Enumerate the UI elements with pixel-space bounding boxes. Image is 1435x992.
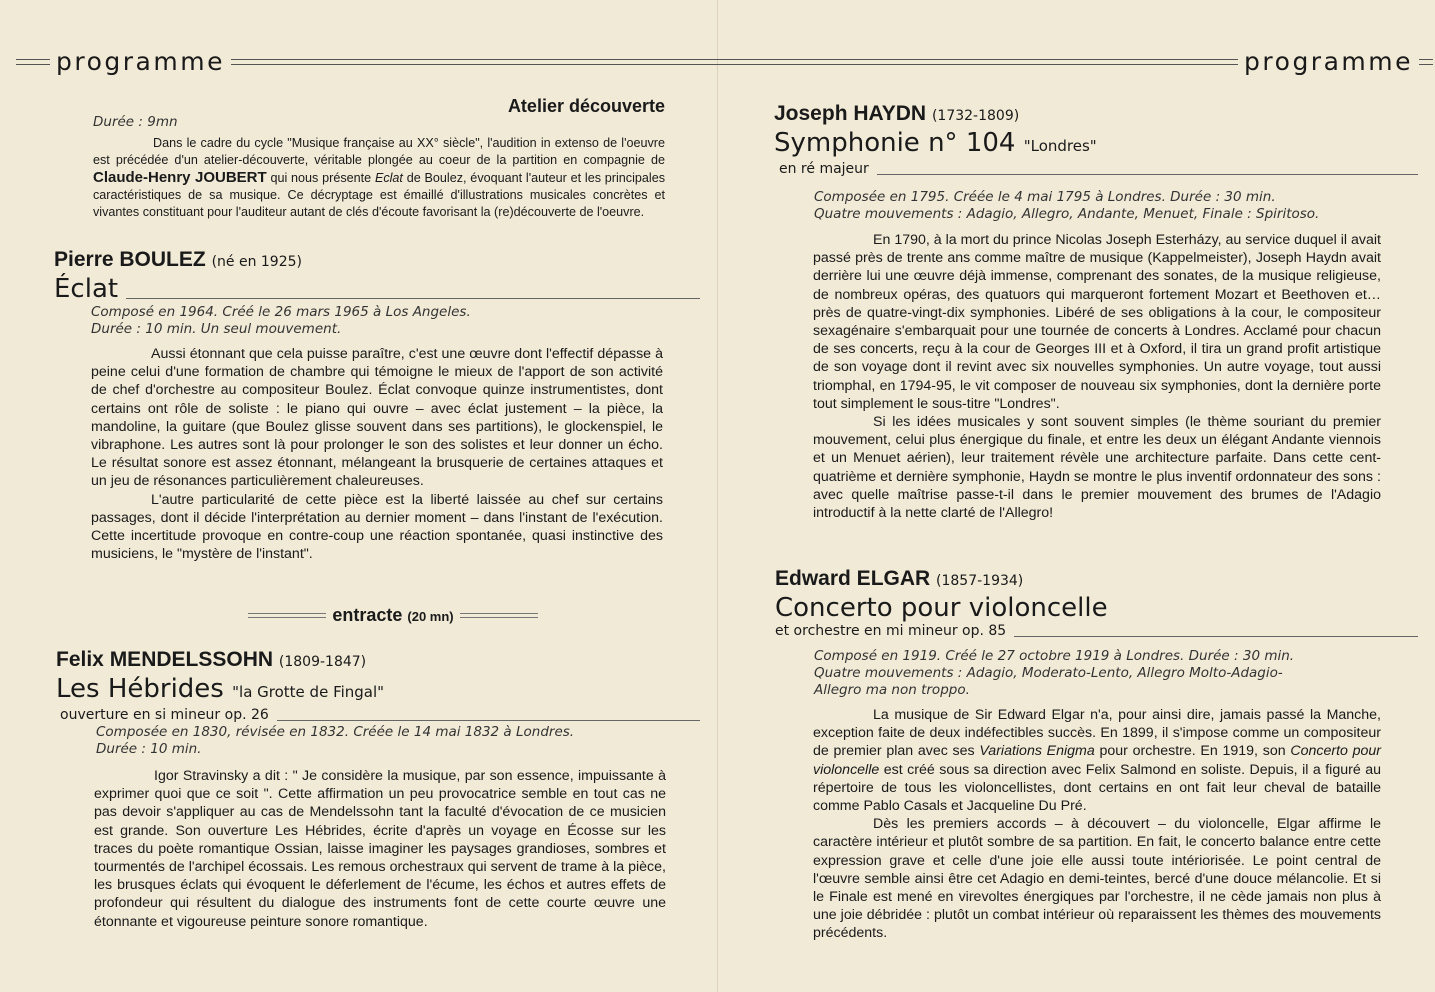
atelier-text xyxy=(93,135,665,221)
boulez-heading xyxy=(54,248,700,304)
composer-name xyxy=(54,248,700,274)
haydn-meta xyxy=(814,189,1394,223)
elgar-meta xyxy=(814,648,1394,699)
work-title: Concerto pour violoncelle xyxy=(775,593,1108,623)
title-rule xyxy=(877,174,1418,175)
atelier-section xyxy=(93,96,665,221)
elgar-text-c: est créé sous sa direction avec Felix Salmond en soliste. Depuis, il a figuré au répertoire de tous les violoncellistes, dont certains en ont fait leur cheval de bataille comme Pablo Casals et Jacqueline Du Pré. xyxy=(813,761,1381,815)
right-header-title: programme xyxy=(1244,47,1413,76)
entracte-duration: (20 mn) xyxy=(407,609,454,624)
entracte-word: entracte xyxy=(332,605,403,625)
composer-dates: (1809-1847) xyxy=(278,654,367,670)
work-ref-concerto: Concerto pour violoncelle xyxy=(813,743,1382,778)
work-title-main: Les Hébrides xyxy=(56,674,224,704)
boulez-meta-1: Composé en 1964. Créé le 26 mars 1965 à Los Angeles. xyxy=(91,304,471,320)
atelier-text-2: qui nous présente xyxy=(266,171,375,185)
haydn-meta-1: Composée en 1795. Créée le 4 mai 1795 à Londres. Durée : 30 min. xyxy=(814,189,1276,205)
work-title xyxy=(774,128,1418,161)
atelier-title: Atelier découverte xyxy=(507,96,665,116)
entracte-label xyxy=(326,605,459,626)
boulez-paragraph-1: Aussi étonnant que cela puisse paraître, c'est une œuvre dont l'effectif dépasse à peine celui d'une formation de chambre qui témoigne le mieux de l'apport de son activité de chef d'orchestre au compositeur Boulez. Éclat convoque quinze instrumentistes, dont certains ont rôle de soliste : le piano qui ouvre – avec éclat justement – la pièce, la mandoline, la guitare (que Boulez glisse souvent dans ses partitions), le glockenspiel, le vibraphone. Les autres sont là pour prolonger le son des solistes et leur donner un écho. Le résultat sonore est assez étonnant, mélangeant la brusquerie de certaines attaques et un jeu de résonances particulièrement chaleureuses. xyxy=(91,346,663,490)
haydn-body xyxy=(813,231,1381,522)
work-ref-variations: Variations Enigma xyxy=(979,743,1095,760)
boulez-body xyxy=(91,345,663,563)
boulez-meta-2: Durée : 10 min. Un seul mouvement. xyxy=(91,321,342,337)
work-key: et orchestre en mi mineur op. 85 xyxy=(775,623,1007,639)
composer-name xyxy=(774,102,1418,128)
entracte-rule-right xyxy=(460,613,538,618)
work-subtitle: "la Grotte de Fingal" xyxy=(232,683,385,701)
header-rule-right xyxy=(1419,59,1433,65)
mendelssohn-meta xyxy=(96,724,671,758)
left-header xyxy=(16,44,718,80)
mendelssohn-heading xyxy=(56,648,700,724)
work-key: en ré majeur xyxy=(779,161,869,177)
elgar-meta-3: Allegro ma non troppo. xyxy=(814,682,970,698)
atelier-work: Eclat xyxy=(374,171,403,185)
right-page xyxy=(718,0,1435,992)
elgar-heading xyxy=(775,567,1418,640)
header-rule xyxy=(231,59,718,65)
work-subtitle: "Londres" xyxy=(1023,137,1097,155)
haydn-paragraph-2: Si les idées musicales y sont souvent simples (le thème souriant du premier mouvement, celui plus énergique du finale, et entre les deux un élégant Andante viennois et un Menuet aérien), leur traitement révèle une architecture parfaite. Dans cette cent-quatrième et dernière symphonie, Haydn se montre le plus inventif ordonnateur des sons : avec quelle maîtrise passe-t-il dans le premier mouvement des brumes de l'Adagio introductif à la nette clarté de l'Allegro! xyxy=(813,414,1381,522)
atelier-text-1: Dans le cadre du cycle "Musique française au XX° siècle", l'audition in extenso de l'oeuvre est précédée d'un atelier-découverte, véritable plongée au coeur de la partition en compagnie de xyxy=(93,136,665,167)
atelier-text-3: de Boulez, évoquant l'auteur et les principales caractéristiques de sa musique. Ce décryptage est émaillé d'illustrations musicales concrètes et vivantes constituant pour l'auditeur autant de clés d'écoute favorisant la (re)découverte de l'oeuvre. xyxy=(93,171,665,219)
title-rule xyxy=(1014,636,1418,637)
composer-name xyxy=(775,567,1418,593)
atelier-duration: Durée : 9mn xyxy=(93,114,178,130)
haydn-paragraph-1: En 1790, à la mort du prince Nicolas Joseph Esterházy, au service duquel il avait passé près de trente ans comme maître de musique (Kappelmeister), Joseph Haydn avait derrière lui une œuvre déjà immense, comprenant des sonates, de la musique religieuse, de nombreux opéras, des quatuors qui marqueront fortement Mozart et Beethoven et… près de quatre-vingt-dix symphonies. Libéré de ses obligations à la cour, le compositeur sexagénaire s'embarquait pour une tournée de concerts à Londres. Acclamé pour chacun de ses concerts, reçu à la cour de Georges III et à Oxford, il tira un grand profit artistique de son voyage dont il revint avec six nouvelles symphonies. Un autre voyage, tout aussi triomphal, en 1794-95, le vit composer de nouveau six symphonies, dont la dernière porte tout simplement le sous-titre "Londres". xyxy=(813,232,1381,412)
composer-elgar: Edward ELGAR xyxy=(775,567,931,590)
composer-boulez: Pierre BOULEZ xyxy=(54,248,206,271)
elgar-meta-1: Composé en 1919. Créé le 27 octobre 1919 à Londres. Durée : 30 min. xyxy=(814,648,1295,664)
presenter-name: Claude-Henry JOUBERT xyxy=(93,169,267,186)
mendelssohn-paragraph-1: Igor Stravinsky a dit : " Je considère la musique, par son essence, impuissante à exprimer quoi que ce soit ". Cette affirmation un peu provocatrice semble en tout cas ne pas devoir s'appliquer au cas de Mendelssohn tant la faculté d'évocation de ce musicien est grande. Son ouverture Les Hébrides, écrite d'après un voyage en Écosse sur les traces du poète romantique Ossian, laisse imaginer les paysages grandioses, sombres et tourmentés de l'archipel écossais. Les remous orchestraux qui servent de trame à la pièce, les brusques éclats qui évoquent le déferlement de l'écume, les échos et autres effets de profondeur qui résultent du dialogue des instruments font de cette courte œuvre une étonnante et vigoureuse peinture sonore romantique. xyxy=(94,768,666,930)
left-header-title: programme xyxy=(56,47,225,76)
elgar-paragraph-2: Dès les premiers accords – à découvert – du violoncelle, Elgar affirme le caractère intérieur et plutôt sombre de sa partition. En fait, le concerto balance entre cette expression grave et celle d'une joie elle aussi toute intériorisée. Le point central de l'œuvre semble ainsi être cet Adagio en demi-teintes, bercé d'une douce mélancolie. Et si le Finale est mené en virevoltes énergiques par l'orchestre, il ne cède jamais non plus à une joie débridée : plutôt un combat intérieur où reparaissent les thèmes des mouvements précédents. xyxy=(813,816,1381,942)
title-rule xyxy=(277,720,700,721)
work-key: ouverture en si mineur op. 26 xyxy=(60,707,269,723)
mendelssohn-body xyxy=(94,767,666,931)
entracte xyxy=(240,605,546,626)
right-header xyxy=(718,44,1433,80)
mendelssohn-meta-2: Durée : 10 min. xyxy=(96,741,202,757)
composer-mendelssohn: Felix MENDELSSOHN xyxy=(56,648,274,671)
header-rule-left xyxy=(16,59,50,65)
elgar-body xyxy=(813,706,1381,943)
mendelssohn-meta-1: Composée en 1830, révisée en 1832. Créée le 14 mai 1832 à Londres. xyxy=(96,724,575,740)
work-title xyxy=(56,674,700,707)
composer-name xyxy=(56,648,700,674)
composer-dates: (1732-1809) xyxy=(931,108,1020,124)
entracte-rule-left xyxy=(248,613,326,618)
boulez-paragraph-2: L'autre particularité de cette pièce est la liberté laissée au chef sur certains passages, dont il décide l'interprétation au dernier moment – dans l'instant de l'exécution. Cette incertitude provoque en contre-coup une réaction spontanée, quasi instinctive des musiciens, le "mystère de l'instant". xyxy=(91,491,663,563)
composer-dates: (1857-1934) xyxy=(936,573,1024,589)
work-title-main: Symphonie n° 104 xyxy=(774,128,1016,158)
haydn-heading xyxy=(774,102,1418,178)
composer-haydn: Joseph HAYDN xyxy=(774,102,927,125)
work-title: Éclat xyxy=(54,274,119,304)
elgar-text-a: La musique de Sir Edward Elgar n'a, pour ainsi dire, jamais passé la Manche, exception faite de deux indéfectibles succès. En 1899, il s'impose comme un compositeur de premier plan avec ses xyxy=(813,707,1381,760)
boulez-meta xyxy=(91,304,671,338)
title-rule xyxy=(126,298,700,299)
header-rule xyxy=(718,59,1238,65)
elgar-text-b: pour orchestre. En 1919, son xyxy=(1094,743,1291,760)
haydn-meta-2: Quatre mouvements : Adagio, Allegro, Andante, Menuet, Finale : Spiritoso. xyxy=(814,206,1320,222)
composer-dates: (né en 1925) xyxy=(211,254,302,270)
elgar-paragraph-1 xyxy=(813,706,1381,815)
elgar-meta-2: Quatre mouvements : Adagio, Moderato-Lento, Allegro Molto-Adagio- xyxy=(814,665,1283,681)
